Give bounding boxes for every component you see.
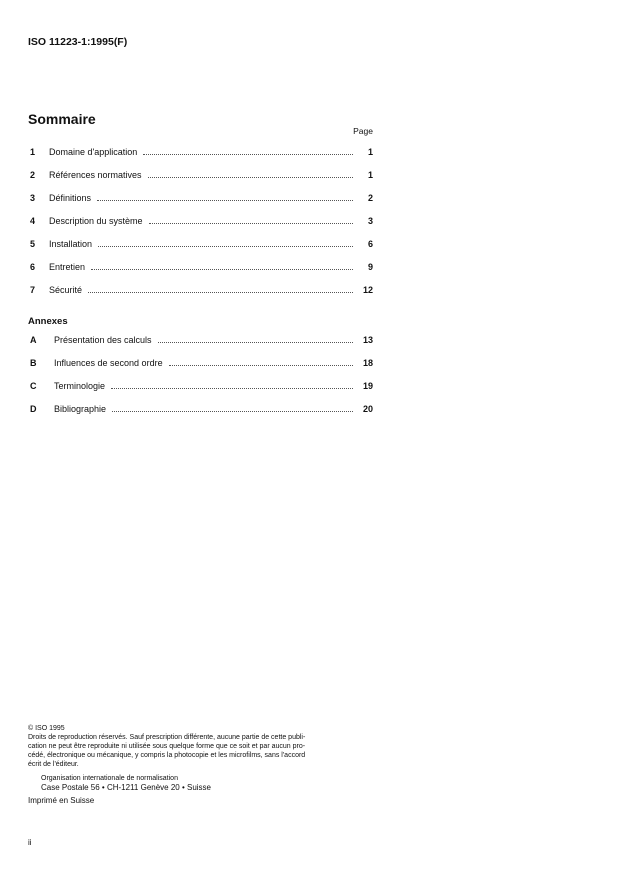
entry-number: 3: [30, 193, 36, 203]
entry-title: Installation: [49, 239, 93, 249]
entry-title: Entretien: [49, 262, 86, 272]
toc-entry[interactable]: [30, 170, 373, 184]
entry-page: 2: [367, 193, 373, 203]
entry-page: 9: [367, 262, 373, 272]
entry-page: 18: [362, 358, 373, 368]
entry-page: 6: [367, 239, 373, 249]
toc-entry[interactable]: [30, 216, 373, 230]
dot-leader: [158, 342, 353, 343]
entry-title: Terminologie: [54, 381, 106, 391]
entry-title: Sécurité: [49, 285, 83, 295]
dot-leader: [148, 177, 353, 178]
toc-entry[interactable]: [30, 335, 373, 349]
copyright: © ISO 1995: [28, 725, 65, 732]
entry-number: 6: [30, 262, 36, 272]
entry-title: Références normatives: [49, 170, 142, 180]
toc-entry[interactable]: [30, 285, 373, 299]
entry-page: 1: [367, 170, 373, 180]
printed-in: Imprimé en Suisse: [28, 796, 95, 805]
annexes-heading: Annexes: [28, 316, 68, 327]
entry-number: 1: [30, 147, 36, 157]
entry-title: Description du système: [49, 216, 143, 226]
entry-page: 3: [367, 216, 373, 226]
entry-number: 7: [30, 285, 36, 295]
toc-entry[interactable]: [30, 147, 373, 161]
rights-line: écrit de l'éditeur.: [28, 761, 79, 768]
toc-entry[interactable]: [30, 381, 373, 395]
rights-line: cédé, électronique ou mécanique, y compris la photocopie et les microfilms, sans l'accord: [28, 752, 306, 759]
entry-number: B: [30, 358, 37, 368]
entry-number: A: [30, 335, 37, 345]
rights-notice: [28, 733, 305, 769]
entry-page: 20: [362, 404, 373, 414]
entry-number: 2: [30, 170, 36, 180]
rights-line: cation ne peut être reproduite ni utilisée sous quelque forme que ce soit et par aucun pro-: [28, 743, 306, 750]
dot-leader: [169, 365, 353, 366]
toc-entry[interactable]: [30, 193, 373, 207]
dot-leader: [111, 388, 353, 389]
entry-number: 4: [30, 216, 36, 226]
dot-leader: [112, 411, 353, 412]
entry-title: Définitions: [49, 193, 92, 203]
dot-leader: [88, 292, 353, 293]
page-number: ii: [28, 838, 32, 847]
document-header: ISO 11223-1:1995(F): [28, 36, 128, 48]
entry-title: Bibliographie: [54, 404, 107, 414]
entry-page: 1: [367, 147, 373, 157]
page-title: Sommaire: [28, 111, 96, 127]
dot-leader: [98, 246, 353, 247]
dot-leader: [91, 269, 353, 270]
entry-title: Influences de second ordre: [54, 358, 163, 368]
dot-leader: [143, 154, 353, 155]
entry-title: Présentation des calculs: [54, 335, 152, 345]
entry-page: 13: [362, 335, 373, 345]
entry-title: Domaine d'application: [49, 147, 138, 157]
entry-number: 5: [30, 239, 36, 249]
entry-page: 12: [362, 285, 373, 295]
entry-number: C: [30, 381, 37, 391]
organisation: Organisation internationale de normalisation: [41, 775, 178, 782]
dot-leader: [97, 200, 353, 201]
dot-leader: [149, 223, 353, 224]
toc-entry[interactable]: [30, 262, 373, 276]
entry-number: D: [30, 404, 37, 414]
entry-page: 19: [362, 381, 373, 391]
toc-entry[interactable]: [30, 404, 373, 418]
toc-entry[interactable]: [30, 358, 373, 372]
rights-line: Droits de reproduction réservés. Sauf prescription différente, aucune partie de cette publi-: [28, 734, 306, 741]
address: Case Postale 56 • CH-1211 Genève 20 • Suisse: [41, 783, 211, 792]
page-column-label: Page: [353, 126, 373, 136]
toc-entry[interactable]: [30, 239, 373, 253]
